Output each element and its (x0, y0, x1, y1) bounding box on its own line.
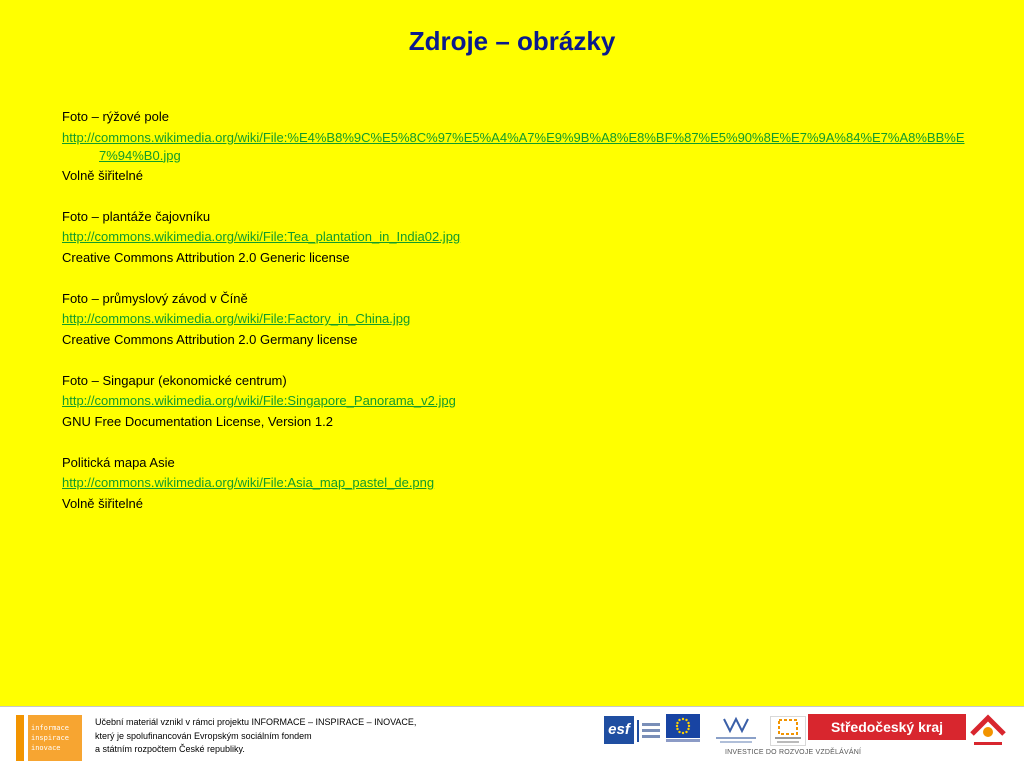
source-label: Foto – rýžové pole (62, 109, 169, 124)
source-license: Volně šiřitelné (62, 495, 143, 511)
source-label: Foto – plantáže čajovníku (62, 208, 211, 224)
source-link[interactable]: http://commons.wikimedia.org/wiki/File:Asia_map_pastel_de.png (62, 475, 435, 490)
logo-words (28, 715, 82, 761)
invest-caption: INVESTICE DO ROZVOJE VZDĚLÁVÁNÍ (725, 749, 862, 756)
eu-flag-icon (666, 714, 700, 738)
msmt-logo (710, 715, 762, 745)
esf-mark: esf (604, 716, 634, 744)
eu-caption (666, 739, 700, 742)
school-logo-icon (966, 712, 1010, 748)
source-label: Foto – Singapur (ekonomické centrum) (62, 372, 287, 388)
source-license: Creative Commons Attribution 2.0 Germany license (62, 331, 358, 347)
kraj-logo: Středočeský kraj (808, 714, 966, 740)
opvk-logo (770, 716, 806, 746)
spacer (62, 432, 972, 453)
funding-line: Učební materiál vznikl v rámci projektu INFORMACE – INSPIRACE – INOVACE, (95, 717, 417, 727)
spacer (62, 350, 972, 371)
source-license: GNU Free Documentation License, Version 1.2 (62, 413, 333, 429)
logo-word: informace (31, 724, 69, 732)
source-license: Creative Commons Attribution 2.0 Generic license (62, 249, 350, 265)
esf-caption (637, 720, 665, 742)
slide-title: Zdroje – obrázky (408, 26, 616, 56)
source-link[interactable]: http://commons.wikimedia.org/wiki/File:Tea_plantation_in_India02.jpg (62, 229, 461, 244)
source-license: Volně šiřitelné (62, 167, 143, 183)
source-link[interactable]: http://commons.wikimedia.org/wiki/File:Factory_in_China.jpg (62, 311, 411, 326)
project-logo (16, 715, 82, 761)
logo-word: inovace (31, 744, 61, 752)
spacer (62, 268, 972, 289)
source-link[interactable]: http://commons.wikimedia.org/wiki/File:Singapore_Panorama_v2.jpg (62, 393, 456, 408)
logo-word: inspirace (31, 734, 69, 742)
source-label: Politická mapa Asie (62, 454, 175, 470)
sources-list (62, 107, 972, 514)
funding-note (95, 716, 416, 757)
funding-line: a státním rozpočtem České republiky. (95, 744, 245, 754)
funding-line: který je spolufinancován Evropským sociálním fondem (95, 730, 312, 741)
spacer (62, 186, 972, 207)
source-label: Foto – průmyslový závod v Číně (62, 290, 248, 306)
logo-stripe (16, 715, 24, 761)
source-link[interactable]: http://commons.wikimedia.org/wiki/File:%E4%B8%9C%E5%8C%97%E5%A4%A7%E9%9B%A8%E8%BF%87%E5%90%8E%E7%9A%84%E7%A8%BB%E7%94%B0.jpg (62, 129, 965, 163)
esf-logo (604, 714, 662, 746)
